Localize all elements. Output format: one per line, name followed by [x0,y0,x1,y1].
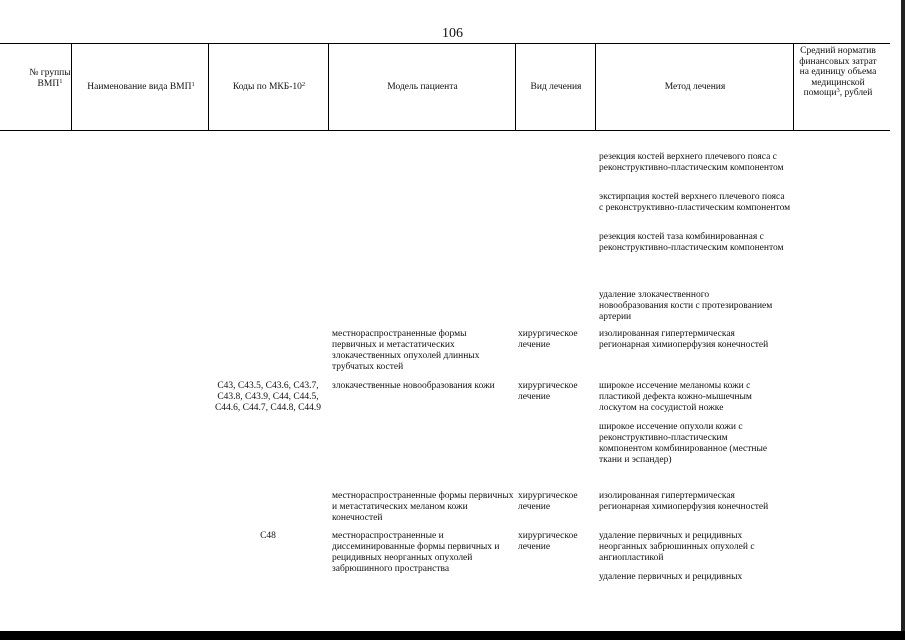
method-cell: изолированная гипертермическая регионарная химиоперфузия конечностей [599,491,769,512]
method-cell: экстирпация костей верхнего плечевого пояса с реконструктивно-пластическим компонентом [599,192,791,213]
patient-model-cell: злокачественные новообразования кожи [332,381,495,391]
icd-codes-cell: C48 [260,531,276,541]
patient-model-cell: местнораспространенные формы первичных и метастатических меланом кожи конечностей [332,491,514,523]
method-cell: резекция костей таза комбинированная с реконструктивно-пластическим компонентом [599,232,784,253]
col-divider-3 [328,43,329,131]
treatment-type-cell: хирургическое лечение [518,329,578,350]
scan-edge-right [901,0,905,640]
scan-edge-bottom [0,631,905,640]
treatment-type-cell: хирургическое лечение [518,491,578,512]
method-cell: удаление первичных и рецидивных неорганных забрюшинных опухолей с ангиопластикой [599,531,755,563]
treatment-type-cell: хирургическое лечение [518,381,578,402]
header-patient-model: Модель пациента [387,82,458,92]
patient-model-cell: местнораспространенные и диссеминированные формы первичных и рецидивных неорганных опухолей забрюшинного пространства [332,531,500,574]
method-cell: удаление первичных и рецидивных [599,572,743,582]
method-cell: широкое иссечение меланомы кожи с пластикой дефекта кожно-мышечным лоскутом на сосудистой ножке [599,381,752,413]
header-group-number: № группы ВМП$^1$ [29,68,71,89]
header-treatment-method: Метод лечения [664,82,726,92]
treatment-type-cell: хирургическое лечение [518,531,578,552]
header-average-cost: Средний норматив финансовых затрат на единицу объема медицинской помощи$^3$, рублей [799,46,877,98]
patient-model-cell: местнораспространенные формы первичных и метастатических злокачественных опухолей длинных трубчатых костей [332,329,480,372]
col-divider-4 [515,43,516,131]
header-bottom-rule [0,130,890,131]
header-icd-codes: Коды по МКБ-$10^2$ [232,81,306,92]
icd-codes-cell: C43, C43.5, C43.6, C43.7, C43.8, C43.9, C44, C44.5, C44.6, C44.7, C44.8, C44.9 [214,381,322,413]
col-divider-6 [793,43,794,131]
header-vmp-name: Наименование вида ВМП$^1$ [87,81,195,92]
method-cell: широкое иссечение опухоли кожи с реконструктивно-пластическим компонентом комбинированное (местные ткани и эспандер) [599,422,768,465]
col-divider-2 [208,43,209,131]
header-treatment-type: Вид лечения [530,82,582,92]
header-top-rule [0,43,890,44]
page-number: 106 [442,26,463,41]
method-cell: резекция костей верхнего плечевого пояса с реконструктивно-пластическим компонентом [599,152,784,173]
col-divider-5 [595,43,596,131]
method-cell: удаление злокачественного новообразования кости с протезированием артерии [599,290,773,322]
method-cell: изолированная гипертермическая регионарная химиоперфузия конечностей [599,329,769,350]
